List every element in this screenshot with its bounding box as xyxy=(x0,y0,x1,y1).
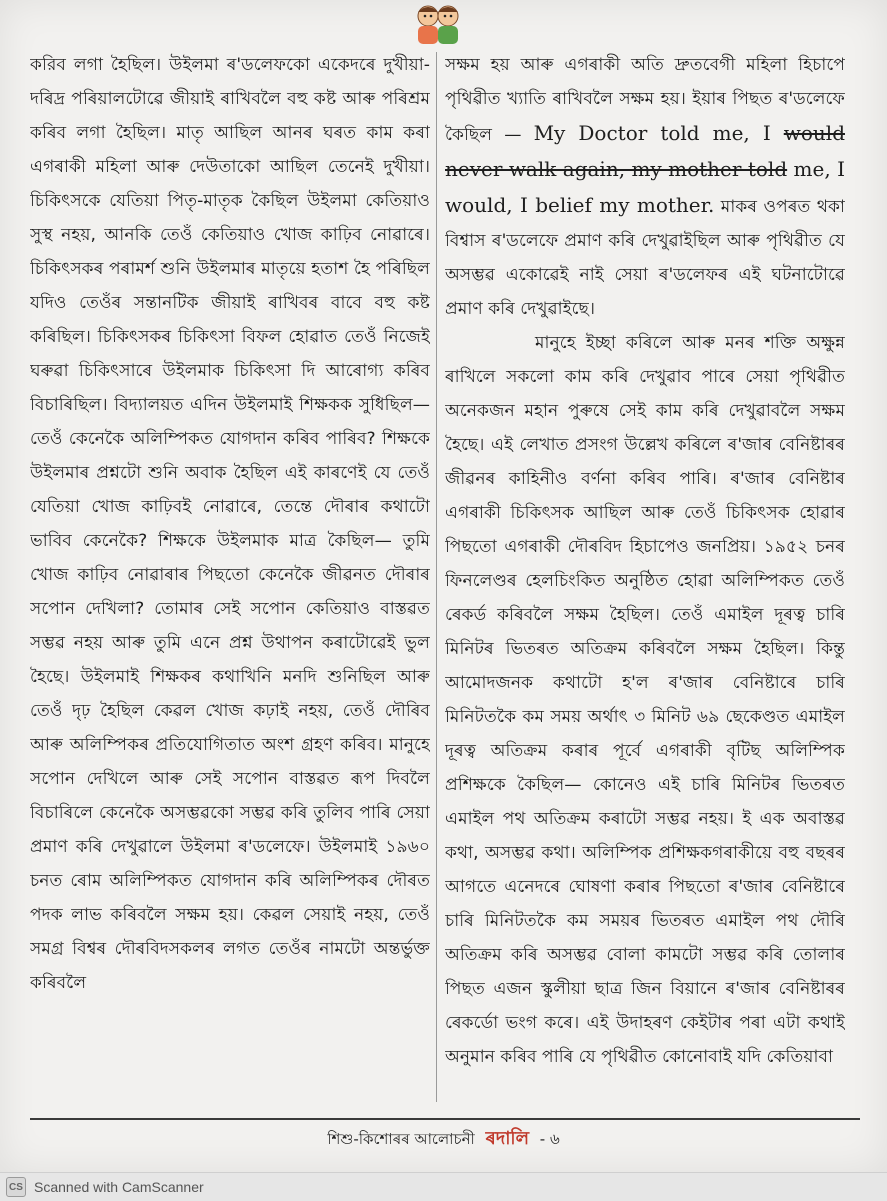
scanner-banner-text: Scanned with CamScanner xyxy=(34,1179,204,1195)
english-quote: me, I would, I belief my mother. xyxy=(445,157,845,217)
footer-rule xyxy=(30,1118,860,1120)
camscanner-logo-icon: CS xyxy=(6,1177,26,1197)
magazine-name: ৰদালি xyxy=(485,1128,529,1149)
scanner-banner xyxy=(0,1172,887,1201)
body-paragraph: করিব লগা হৈছিল। উইলমা ৰ'ডলেফকো একেদৰে দুখীয়া-দৰিদ্ৰ পৰিয়ালটোৱে জীয়াই ৰাখিবলৈ বহু কষ্ট আৰু পৰিশ্ৰম কৰিব লগা হৈছিল। মাতৃ আছিল আনৰ ঘৰত কাম কৰা এগৰাকী মহিলা আৰু দেউতাকো আছিল তেনেই দুখীয়া। চিকিৎসকে যেতিয়া পিতৃ-মাতৃক কৈছিল উইলমা কেতিয়াও সুস্থ নহয়, আনকি তেওঁ কেতিয়াও খোজ কাঢ়িব নোৱাৰে। চিকিৎসকৰ পৰামৰ্শ শুনি উইলমাৰ মাতৃয়ে হতাশ হৈ পৰিছিল যদিও তেওঁৰ সন্তানটিক জীয়াই ৰাখিবৰ বাবে বহু কষ্ট কৰিছিল। চিকিৎসকৰ চিকিৎসা বিফল হোৱাত তেওঁ নিজেই ঘৰুৱা চিকিৎসাৰে উইলমাক চিকিৎসা দি আৰোগ্য কৰিব বিচাৰিছিল। বিদ্যালয়ত এদিন উইলমাই শিক্ষকক সুধিছিল— তেওঁ কেনেকৈ অলিম্পিকত যোগদান কৰিব পাৰিব? শিক্ষকে উইলমাৰ প্ৰশ্নটো শুনি অবাক হৈছিল এই কাৰণেই যে তেওঁ যেতিয়া খোজ কাঢ়িবই নোৱাৰে, তেন্তে দৌৰাৰ কথাটো ভাবিব কেনেকৈ? শিক্ষকে উইলমাক মাত্ৰ কৈছিল— তুমি খোজ কাঢ়িব নোৱাৰাৰ পিছতো কেনেকৈ জীৱনত দৌৰাৰ সপোন দেখিলা? তোমাৰ সেই সপোন কেতিয়াও বাস্তৱত সম্ভৱ নহয় আৰু তুমি এনে প্ৰশ্ন উথাপন কৰাটোৱেই ভুল হৈছে। উইলমাই শিক্ষকৰ কথাখিনি মনদি শুনিছিল আৰু তেওঁ দৃঢ় হৈছিল কেৱল খোজ কঢ়াই নহয়, তেওঁ দৌৰিব আৰু অলিম্পিকৰ প্ৰতিযোগিতাত অংশ গ্ৰহণ কৰিব। মানুহে সপোন দেখিলে আৰু সেই সপোন বাস্তৱত ৰূপ দিবলৈ বিচাৰিলে কেনেকৈ অসম্ভৱকো সম্ভৱ কৰি তুলিব পাৰি সেয়া প্ৰমাণ কৰি দেখুৱালে উইলমা ৰ'ডলেফে। উইলমাই ১৯৬০ চনত ৰোম অলিম্পিকত যোগদান কৰি অলিম্পিকৰ দৌৰত পদক লাভ কৰিবলৈ সক্ষম হয়। কেৱল সেয়াই নহয়, তেওঁ সমগ্ৰ বিশ্বৰ দৌৰবিদসকলৰ লগত তেওঁৰ নামটো অন্তৰ্ভুক্ত কৰিবলৈ xyxy=(30,55,430,993)
body-paragraph xyxy=(445,48,845,326)
article-column-left xyxy=(30,48,430,1000)
article-column-right xyxy=(445,48,845,1074)
english-quote-struck: would never walk again, my mother told xyxy=(445,121,845,181)
english-quote: My Doctor told me, I xyxy=(533,121,784,145)
body-text: মাকৰ ওপৰত থকা বিশ্বাস ৰ'ডলেফে প্ৰমাণ কৰি দেখুৱাইছিল আৰু পৃথিৱীত যে অসম্ভৱ একোৱেই নাই সেয়া ৰ'ডলেফৰ এই ঘটনাটোৱে প্ৰমাণ কৰি দেখুৱাইছে। xyxy=(445,197,845,319)
page-separator: - xyxy=(539,1130,546,1148)
page-number: ৬ xyxy=(549,1130,560,1148)
page-footer xyxy=(0,1124,887,1155)
column-divider xyxy=(436,52,437,1102)
body-text: সক্ষম হয় আৰু এগৰাকী অতি দ্ৰুতবেগী মহিলা হিচাপে পৃথিৱীত খ্যাতি ৰাখিবলৈ সক্ষম হয়। ইয়াৰ পিছত ৰ'ডলেফে কৈছিল — xyxy=(445,55,845,145)
body-paragraph: মানুহে ইচ্ছা কৰিলে আৰু মনৰ শক্তি অক্ষুন্ন ৰাখিলে সকলো কাম কৰি দেখুৱাব পাৰে সেয়া পৃথিৱীত অনেকজন মহান পুৰুষে সেই কাম কৰি দেখুৱাবলৈ সক্ষম হৈছে। এই লেখাত প্ৰসংগ উল্লেখ কৰিলে ৰ'জাৰ বেনিষ্টাৰৰ জীৱনৰ কাহিনীও বৰ্ণনা কৰিব পাৰি। ৰ'জাৰ বেনিষ্টাৰ এগৰাকী চিকিৎসক আছিল আৰু তেওঁ চিকিৎসক হোৱাৰ পিছতো এগৰাকী দৌৰবিদ হিচাপেও জনপ্ৰিয়। ১৯৫২ চনৰ ফিনলেণ্ডৰ হেলচিংকিত অনুষ্ঠিত হোৱা অলিম্পিকত তেওঁ ৰেকৰ্ড কৰিবলৈ সক্ষম হৈছিল। তেওঁ এমাইল দূৰত্ব চাৰি মিনিটৰ ভিতৰত অতিক্ৰম কৰিবলৈ সক্ষম হৈছিল। কিন্তু আমোদজনক কথাটো হ'ল ৰ'জাৰ বেনিষ্টাৰে চাৰি মিনিটতকৈ কম সময় অৰ্থাৎ ৩ মিনিট ৬৯ ছেকেণ্ডত এমাইল দূৰত্ব অতিক্ৰম কৰাৰ পূৰ্বে এগৰাকী বৃটিছ অলিম্পিক প্ৰশিক্ষকে কৈছিল— কোনেও এই চাৰি মিনিটৰ ভিতৰত এমাইল পথ অতিক্ৰম কৰাটো সম্ভৱ নহয়। ই এক অবাস্তৱ কথা, অসম্ভৱ কথা। অলিম্পিক প্ৰশিক্ষকগৰাকীয়ে বহু বছৰৰ আগতে এনেদৰে ঘোষণা কৰাৰ পিছতো ৰ'জাৰ বেনিষ্টাৰে চাৰি মিনিটতকৈ কম সময়ৰ ভিতৰত এমাইল পথ দৌৰি অতিক্ৰম কৰি অসম্ভৱ বোলা কামটো সম্ভৱ কৰি তোলাৰ পিছত এজন স্কুলীয়া ছাত্ৰ জিন বিয়ানে ৰ'জাৰ বেনিষ্টাৰৰ ৰেকৰ্ডো ভংগ কৰে। এই উদাহৰণ কেইটাৰ পৰা এটা কথাই অনুমান কৰিব পাৰি যে পৃথিৱীত কোনোবাই যদি কেতিয়াবা xyxy=(445,333,845,1067)
magazine-label: শিশু-কিশোৰৰ আলোচনী xyxy=(327,1130,475,1148)
children-illustration-icon xyxy=(406,2,470,48)
